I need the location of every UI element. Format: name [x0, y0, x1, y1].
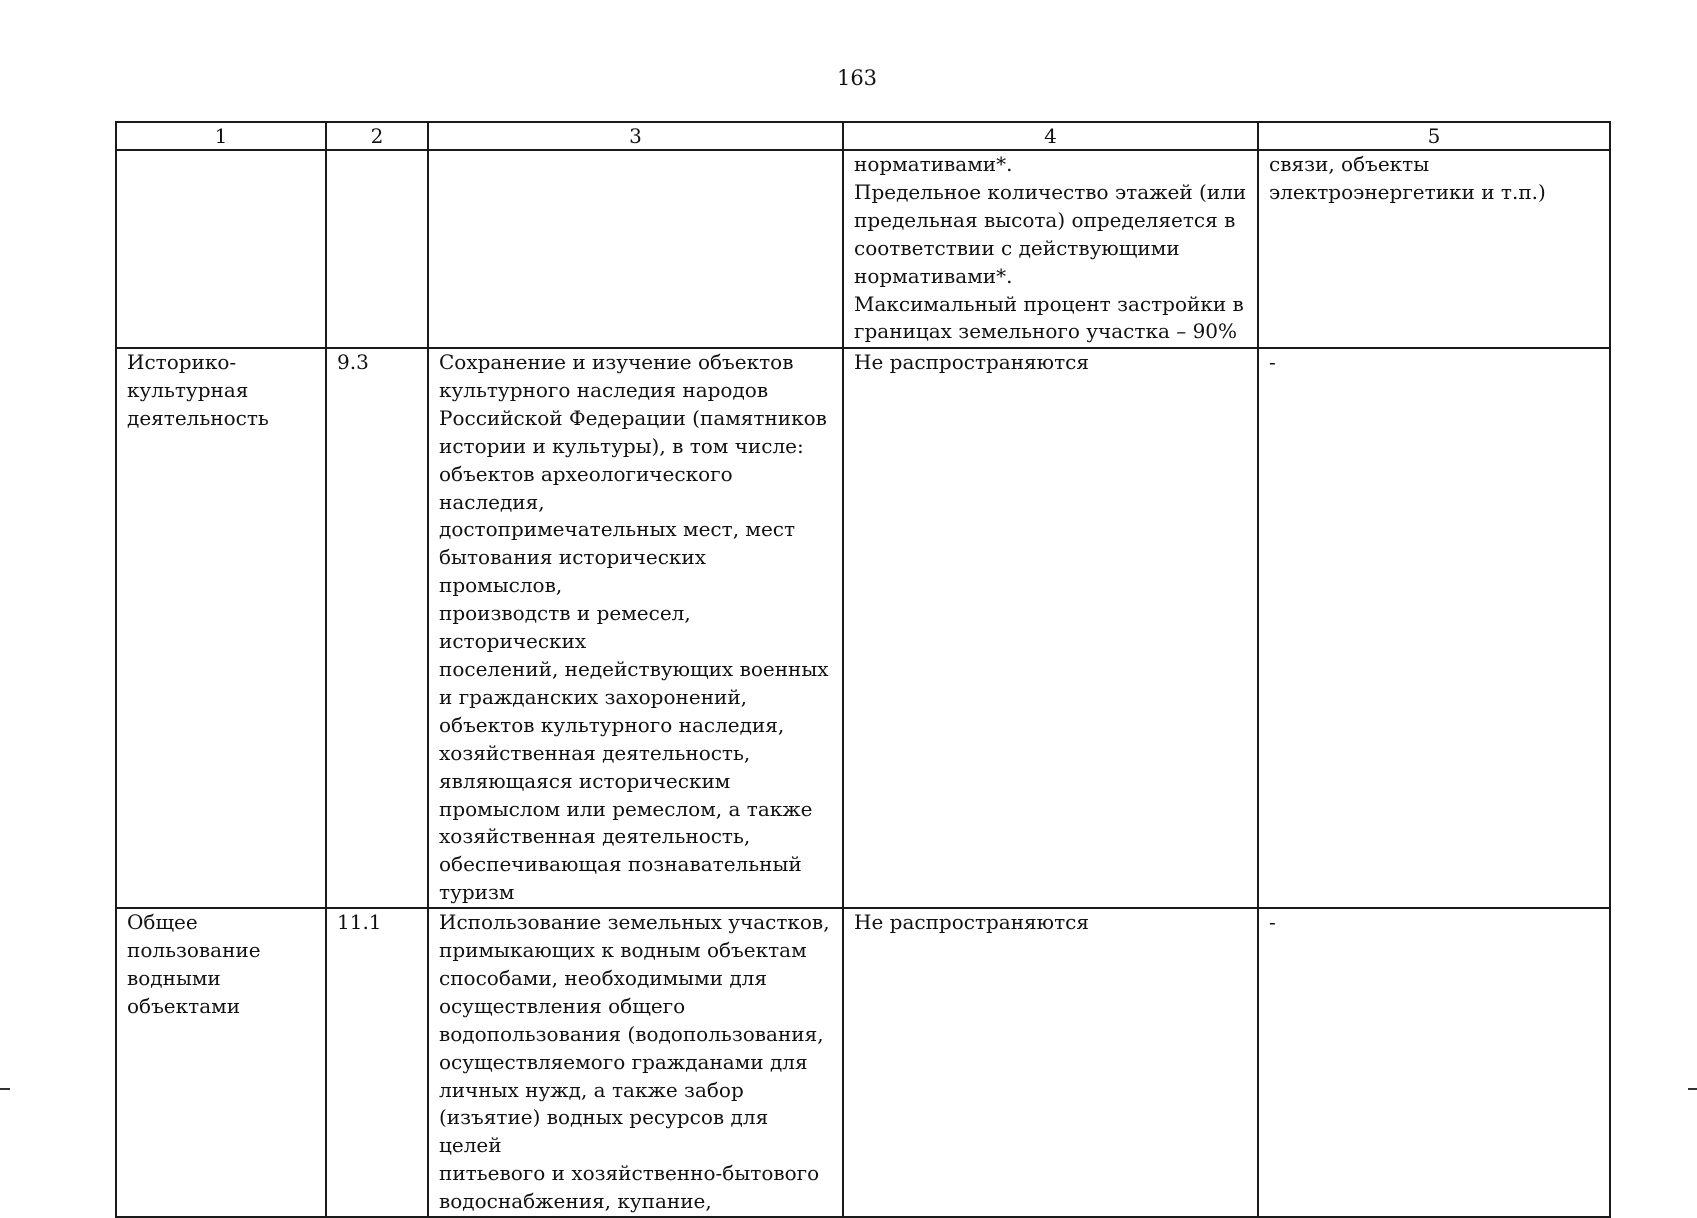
table-cell: -	[1258, 908, 1610, 1217]
table-cell: 11.1	[326, 908, 428, 1217]
table-cell: связи, объекты электроэнергетики и т.п.)	[1258, 150, 1610, 348]
table-cell: Сохранение и изучение объектов культурного наследия народов Российской Федерации (памятников истории и культуры), в том числе: объектов археологического наследия, достопримечательных мест, мест бытования исторических промыслов, производств и ремесел, исторических поселений, недействующих военных и гражданских захоронений, объектов культурного наследия, хозяйственная деятельность, являющаяся историческим промыслом или ремеслом, а также хозяйственная деятельность, обеспечивающая познавательный туризм	[428, 348, 843, 908]
page-number: 163	[836, 66, 878, 90]
zoning-table	[115, 121, 1611, 1218]
column-header-1: 1	[116, 122, 326, 150]
table-cell	[326, 150, 428, 348]
table-cell	[428, 150, 843, 348]
table-cell: Общее пользование водными объектами	[116, 908, 326, 1217]
table-cell: нормативами*. Предельное количество этажей (или предельная высота) определяется в соответствии с действующими нормативами*. Максимальный процент застройки в границах земельного участка – 90%	[843, 150, 1258, 348]
column-header-5: 5	[1258, 122, 1610, 150]
table-cell: Использование земельных участков, примыкающих к водным объектам способами, необходимыми для осуществления общего водопользования (водопользования, осуществляемого гражданами для личных нужд, а также забор (изъятие) водных ресурсов для целей питьевого и хозяйственно-бытового водоснабжения, купание,	[428, 908, 843, 1217]
scan-edge-mark-left	[0, 1088, 10, 1090]
table-cell: Не распространяются	[843, 908, 1258, 1217]
column-header-3: 3	[428, 122, 843, 150]
scan-edge-mark-right	[1688, 1088, 1697, 1090]
table-row	[116, 150, 1610, 348]
table-row	[116, 348, 1610, 908]
table-cell	[116, 150, 326, 348]
table-cell: Историко- культурная деятельность	[116, 348, 326, 908]
table-cell: Не распространяются	[843, 348, 1258, 908]
table-cell: -	[1258, 348, 1610, 908]
table-cell: 9.3	[326, 348, 428, 908]
table-row	[116, 908, 1610, 1217]
header-row	[116, 122, 1610, 150]
column-header-2: 2	[326, 122, 428, 150]
column-header-4: 4	[843, 122, 1258, 150]
